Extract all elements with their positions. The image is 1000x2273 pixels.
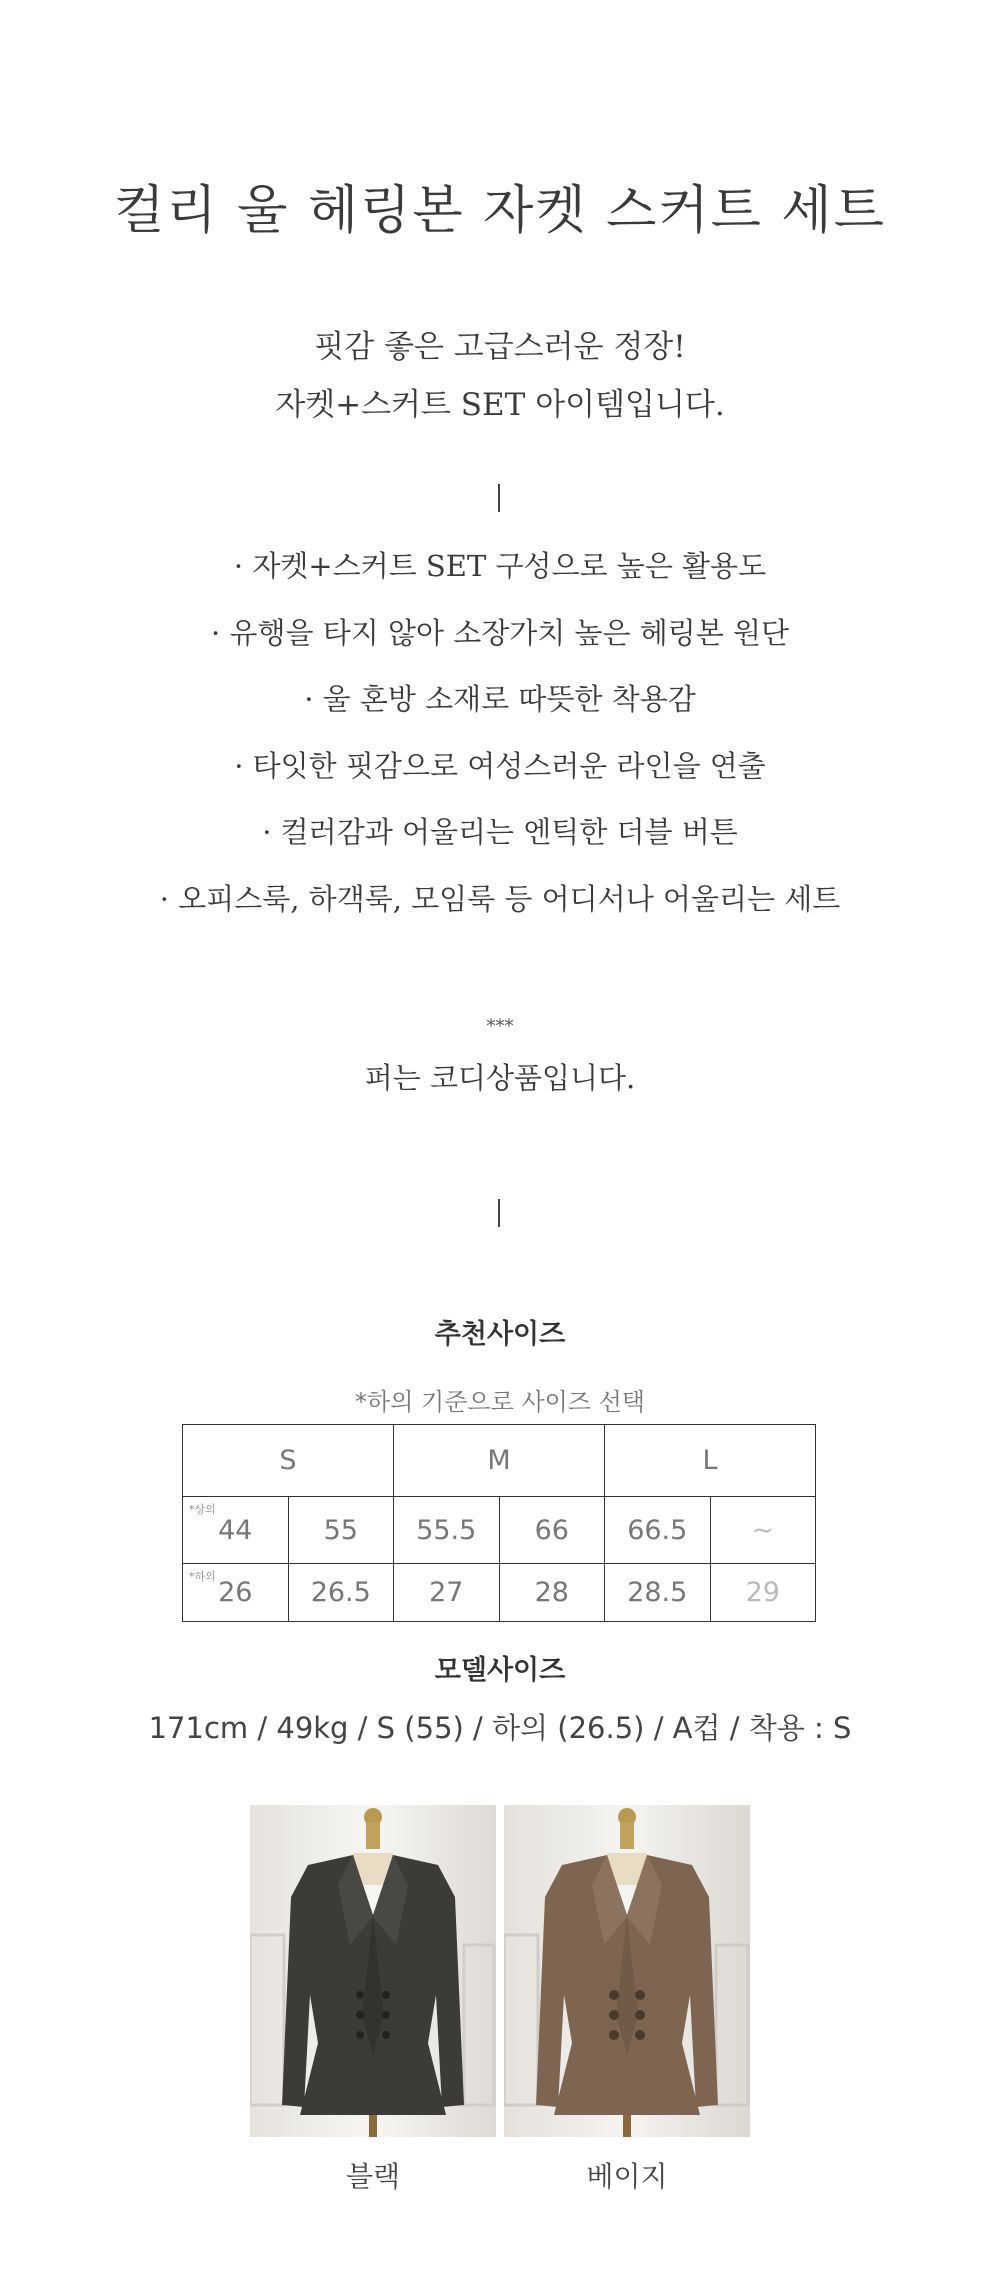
row-tag-top: *상의 bbox=[189, 1503, 216, 1516]
size-value: 66 bbox=[499, 1497, 605, 1564]
size-header-s: S bbox=[183, 1425, 394, 1497]
feature-item: · 컬러감과 어울리는 엔틱한 더블 버튼 bbox=[262, 815, 738, 850]
feature-list bbox=[0, 540, 1000, 940]
size-cell bbox=[183, 1564, 289, 1622]
size-value: ~ bbox=[710, 1497, 816, 1564]
size-header-l: L bbox=[605, 1425, 816, 1497]
feature-item: · 오피스룩, 하객룩, 모임룩 등 어디서나 어울리는 세트 bbox=[159, 881, 841, 916]
size-value: 55 bbox=[288, 1497, 394, 1564]
size-header-row bbox=[183, 1425, 816, 1497]
size-cell bbox=[183, 1497, 289, 1564]
size-row-top bbox=[183, 1497, 816, 1564]
size-value: 55.5 bbox=[394, 1497, 500, 1564]
color-label-black: 블랙 bbox=[345, 2160, 401, 2193]
stars-separator: *** bbox=[486, 1016, 514, 1037]
size-value: 44 bbox=[218, 1514, 253, 1546]
size-value: 66.5 bbox=[605, 1497, 711, 1564]
color-label-beige: 베이지 bbox=[586, 2160, 668, 2193]
size-value: 28 bbox=[499, 1564, 605, 1622]
color-photo-black[interactable] bbox=[250, 1805, 496, 2137]
row-tag-bottom: *하의 bbox=[189, 1570, 216, 1583]
jacket-icon bbox=[250, 1805, 496, 2137]
jacket-icon bbox=[504, 1805, 750, 2137]
size-value: 26.5 bbox=[288, 1564, 394, 1622]
divider bbox=[498, 1199, 500, 1227]
size-table bbox=[182, 1424, 816, 1622]
product-title: 컬리 울 헤링본 자켓 스커트 세트 bbox=[114, 181, 886, 241]
feature-item: · 타잇한 핏감으로 여성스러운 라인을 연출 bbox=[234, 748, 766, 783]
intro-line: 자켓+스커트 SET 아이템입니다. bbox=[275, 387, 725, 423]
model-size-info: 171cm / 49kg / S (55) / 하의 (26.5) / A컵 / 착용 : S bbox=[148, 1711, 852, 1745]
model-size-title: 모델사이즈 bbox=[434, 1655, 566, 1686]
feature-item: · 울 혼방 소재로 따뜻한 착용감 bbox=[304, 682, 696, 717]
feature-item: · 자켓+스커트 SET 구성으로 높은 활용도 bbox=[233, 549, 767, 583]
intro-line: 핏감 좋은 고급스러운 정장! bbox=[314, 329, 686, 365]
size-row-bottom bbox=[183, 1564, 816, 1622]
size-guide-note: *하의 기준으로 사이즈 선택 bbox=[355, 1388, 645, 1416]
size-header-m: M bbox=[394, 1425, 605, 1497]
divider bbox=[498, 484, 500, 512]
size-guide-title: 추천사이즈 bbox=[434, 1319, 566, 1350]
size-value: 28.5 bbox=[605, 1564, 711, 1622]
coordi-notice: 퍼는 코디상품입니다. bbox=[364, 1061, 636, 1095]
size-value: 26 bbox=[218, 1577, 253, 1608]
size-value: 27 bbox=[394, 1564, 500, 1622]
product-intro bbox=[0, 318, 1000, 434]
color-photo-beige[interactable] bbox=[504, 1805, 750, 2137]
feature-item: · 유행을 타지 않아 소장가치 높은 헤링본 원단 bbox=[211, 615, 789, 650]
size-value: 29 bbox=[710, 1564, 816, 1622]
